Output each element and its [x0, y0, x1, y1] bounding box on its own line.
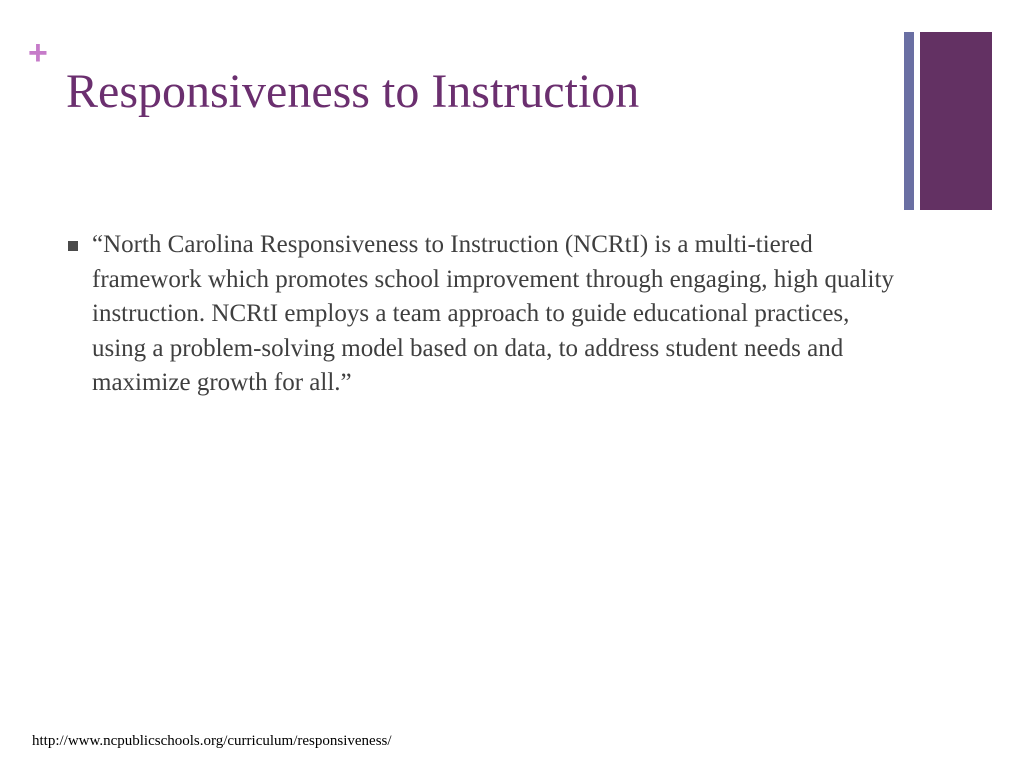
bullet-list — [68, 228, 898, 401]
decorative-bar-thin — [904, 32, 914, 210]
plus-accent-icon: + — [28, 34, 48, 72]
decorative-bar-wide — [920, 32, 992, 210]
slide-title: Responsiveness to Instruction — [66, 65, 640, 118]
source-url: http://www.ncpublicschools.org/curriculum/responsiveness/ — [32, 733, 392, 749]
square-bullet-icon — [68, 241, 78, 251]
bullet-item — [68, 228, 898, 401]
bullet-text: “North Carolina Responsiveness to Instruction (NCRtI) is a multi-tiered framework which promotes school improvement through engaging, high quality instruction. NCRtI employs a team approach to guide educational practices, using a problem-solving model based on data, to address student needs and maximize growth for all.” — [92, 231, 894, 396]
